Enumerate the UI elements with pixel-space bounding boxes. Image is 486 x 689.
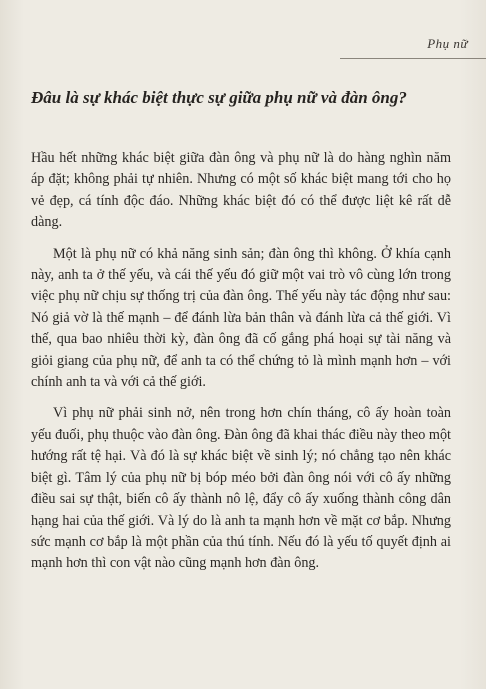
paragraph-1: Hầu hết những khác biệt giữa đàn ông và phụ nữ là do hàng nghìn năm áp đặt; không phải tự nhiên. Nhưng có một số khác biệt mang tới cho họ vẻ đẹp, cá tính độc đáo. Những khác biệt đó có thể được liệt kê rất dễ dàng. <box>31 150 451 231</box>
paragraph-2: Một là phụ nữ có khả năng sinh sản; đàn ông thì không. Ở khía cạnh này, anh ta ở thế yếu, và cái thế yếu đó giữ một vai trò vô cùng lớn trong việc phụ nữ chịu sự thống trị của đàn ông. Thế yếu này tác động như sau: Nó giả vờ là thế mạnh – để đánh lừa bản thân và đánh lừa cả thế giới. Vì thế, qua bao nhiêu thời kỳ, đàn ông đã cố gắng phá hoại sự tài năng và giỏi giang của phụ nữ, để anh ta có thể chứng tỏ là mình mạnh hơn – với chính anh ta và với cả thế giới. <box>31 245 451 391</box>
header-rule <box>340 58 486 59</box>
body-text <box>31 148 451 575</box>
section-heading: Đâu là sự khác biệt thực sự giữa phụ nữ và đàn ông? <box>31 88 407 107</box>
running-header-title: Phụ nữ <box>427 36 468 51</box>
paragraph-3: Vì phụ nữ phải sinh nở, nên trong hơn chín tháng, cô ấy hoàn toàn yếu đuối, phụ thuộc vào đàn ông. Đàn ông đã khai thác điều này theo một hướng rất tệ hại. Và đó là sự khác biệt về sinh lý; nó chẳng tạo nên khác biệt gì. Tâm lý của phụ nữ bị bóp méo bởi đàn ông nói với cô ấy những điều sai sự thật, biến cô ấy thành nô lệ, đẩy cô ấy xuống thành công dân hạng hai của thế giới. Và lý do là anh ta mạnh hơn về mặt cơ bắp. Nhưng sức mạnh cơ bắp là một phần của thú tính. Nếu đó là yếu tố quyết định ai mạnh hơn thì con vật nào cũng mạnh hơn đàn ông. <box>31 405 451 572</box>
